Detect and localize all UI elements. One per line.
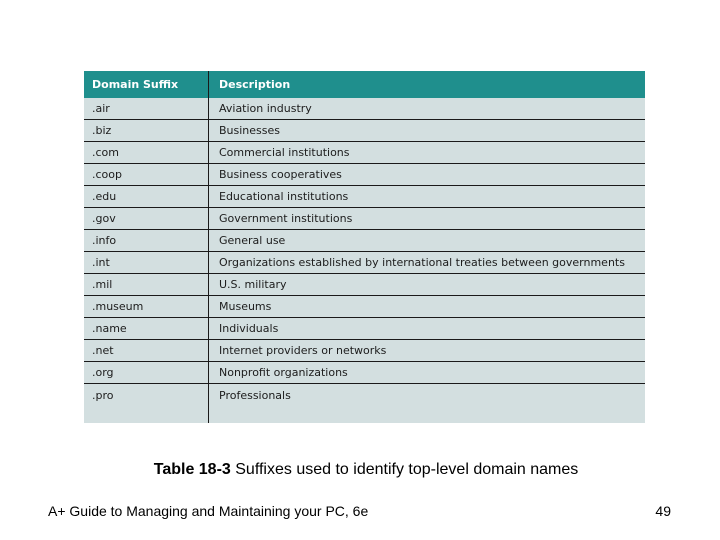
table-row: [84, 120, 645, 142]
suffix-cell: .int: [84, 252, 209, 273]
table-row: [84, 318, 645, 340]
suffix-cell: .info: [84, 230, 209, 251]
footer-book-title: A+ Guide to Managing and Maintaining your PC, 6e: [48, 503, 369, 519]
table-body: [84, 98, 645, 423]
table-caption: [0, 461, 720, 479]
caption-text: Suffixes used to identify top-level domain names: [230, 461, 579, 478]
table-filler: [84, 406, 645, 423]
header-domain-suffix: Domain Suffix: [84, 71, 209, 98]
suffix-cell: .edu: [84, 186, 209, 207]
description-cell: Businesses: [219, 124, 281, 137]
table-row: [84, 208, 645, 230]
suffix-cell: .net: [84, 340, 209, 361]
description-cell: Educational institutions: [219, 190, 349, 203]
suffix-cell: .biz: [84, 120, 209, 141]
table-row: [84, 384, 645, 406]
description-cell: Internet providers or networks: [219, 344, 387, 357]
suffix-cell: .museum: [84, 296, 209, 317]
description-cell: Organizations established by international treaties between governments: [219, 256, 625, 269]
description-cell: Museums: [219, 300, 272, 313]
suffix-cell: .gov: [84, 208, 209, 229]
table-row: [84, 142, 645, 164]
suffix-cell: .mil: [84, 274, 209, 295]
description-cell: Nonprofit organizations: [219, 366, 348, 379]
description-cell: Aviation industry: [219, 102, 312, 115]
suffix-cell: .air: [84, 98, 209, 119]
description-cell: Commercial institutions: [219, 146, 350, 159]
table-row: [84, 98, 645, 120]
suffix-cell: .coop: [84, 164, 209, 185]
suffix-cell: .name: [84, 318, 209, 339]
table-row: [84, 340, 645, 362]
description-cell: U.S. military: [219, 278, 287, 291]
table-row: [84, 362, 645, 384]
table-row: [84, 252, 645, 274]
description-cell: Business cooperatives: [219, 168, 342, 181]
description-cell: General use: [219, 234, 286, 247]
table-row: [84, 296, 645, 318]
suffix-cell: .com: [84, 142, 209, 163]
suffix-cell: .org: [84, 362, 209, 383]
domain-suffix-table: [84, 71, 645, 423]
table-row: [84, 164, 645, 186]
table-row: [84, 186, 645, 208]
table-header: [84, 71, 645, 98]
table-row: [84, 230, 645, 252]
description-cell: Professionals: [219, 388, 291, 402]
page-number: 49: [655, 503, 671, 519]
suffix-cell: .pro: [84, 384, 209, 406]
table-row: [84, 274, 645, 296]
suffix-column-divider: [84, 406, 209, 423]
header-description: Description: [219, 78, 291, 91]
description-cell: Individuals: [219, 322, 279, 335]
description-cell: Government institutions: [219, 212, 353, 225]
caption-label: Table 18-3: [153, 461, 231, 478]
